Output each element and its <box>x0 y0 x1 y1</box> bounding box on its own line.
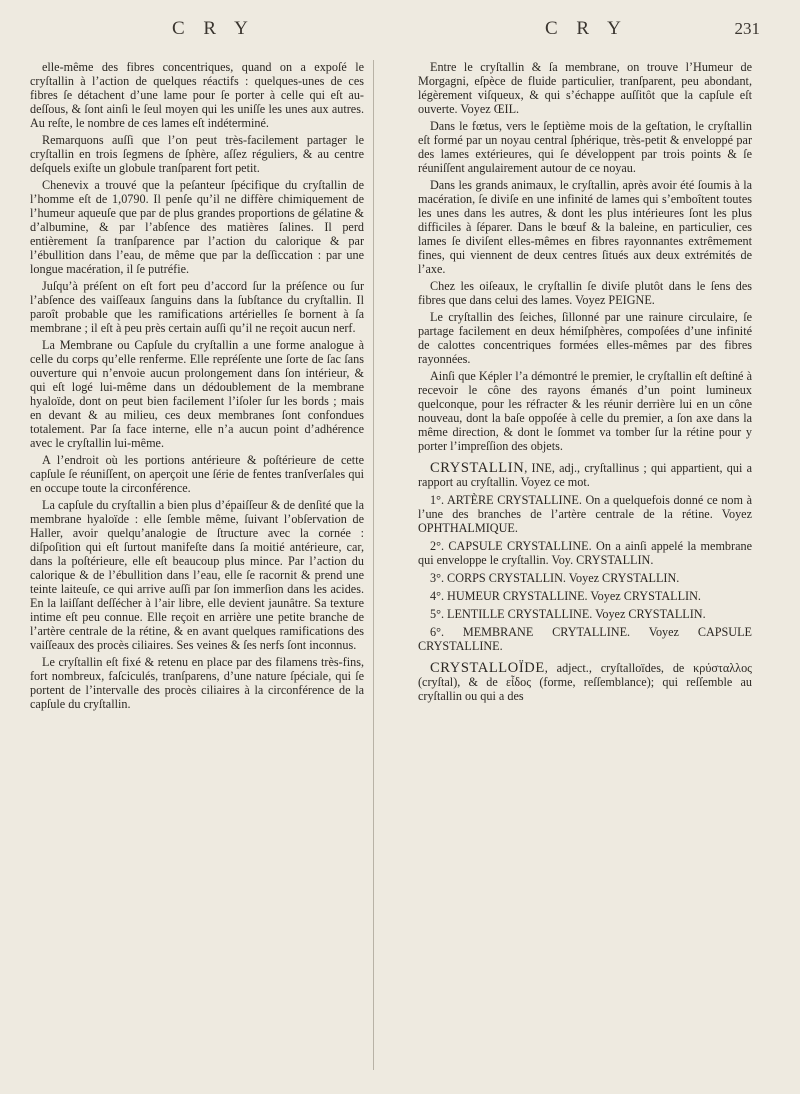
running-head-right: C R Y <box>545 18 628 39</box>
paragraph: Remarquons auſſi que l’on peut très-facilement partager le cryſtallin en trois ſegmens de ſphère, aſſez réguliers, & au centre deſquels exiſte un globule tranſparent fort petit. <box>30 133 364 175</box>
paragraph: Chenevix a trouvé que la peſanteur ſpécifique du cryſtallin de l’homme eſt de 1,0790. Il penſe qu’il ne diffère chimiquement de l’humeur aqueuſe que par de plus grandes proportions de gélatine & d’albumine, & par l’abſence des matières ſalines. Il perd entièrement ſa tranſparence par l’action du calorique & par l’ébullition dans l’eau, de même que par la deſſiccation : par une longue macération, il ſe putréfie. <box>30 178 364 276</box>
paragraph: Chez les oiſeaux, le cryſtallin ſe diviſe plutôt dans le ſens des fibres que dans celui des lames. Voyez PEIGNE. <box>418 279 752 307</box>
entry-crystalloide <box>418 661 752 703</box>
paragraph: Le cryſtallin des ſeiches, ſillonné par une rainure circulaire, ſe partage facilement en deux hémiſphères, compoſées d’une infinité de calottes concentriques formées elles-mêmes par des fibres rayonnées. <box>418 310 752 366</box>
sub-entry: 3°. CORPS CRYSTALLIN. Voyez CRYSTALLIN. <box>430 571 680 585</box>
sub-entry: 2°. CAPSULE CRYSTALLINE. On a ainſi appelé la membrane qui enveloppe le cryſtallin. Voy. CRYSTALLIN. <box>418 539 752 567</box>
paragraph: La Membrane ou Capſule du cryſtallin a une forme analogue à celle du corps qu’elle renferme. Elle repréſente une ſorte de ſac ſans ouverture qui n’envoie aucun prolongement dans ſon intérieur, & qui eſt logé lui-même dans un dédoublement de la membrane hyaloïde, dont on peut bien facilement l’iſoler ſur les bords ; mais en devant & au milieu, ces deux membranes ſont confondues totalement. Par ſa face interne, elle n’a aucun point d’adhérence avec le cryſtallin lui-même. <box>30 338 364 450</box>
entry-headword: CRYSTALLIN <box>430 460 525 476</box>
paragraph: Ainſi que Képler l’a démontré le premier, le cryſtallin eſt deſtiné à recevoir le cône des rayons émanés d’un point lumineux quelconque, pour les réfracter & les réunir derrière lui en un cône nouveau, dont la baſe oppoſée à celle du premier, a ſon axe dans la même direction, & dont le ſommet va tomber ſur la rétine pour y porter l’impreſſion des objets. <box>418 369 752 453</box>
paragraph: Le cryſtallin eſt fixé & retenu en place par des filamens très-fins, fort nombreux, faſciculés, tranſparens, d’une nature ſpéciale, qui ſe portent de l’intervalle des procès ciliaires à la circonférence de la capſule du cryſtallin. <box>30 655 364 711</box>
running-head-left: C R Y <box>172 18 255 39</box>
right-column <box>418 60 752 706</box>
entry-definition: , adject., cryſtalloïdes, de κρύσταλλος (cryſtal), & de εἶδος (forme, reſſemblance); qui reſſemble au cryſtallin ou qui a des <box>418 661 752 703</box>
sub-entry: 5°. LENTILLE CRYSTALLINE. Voyez CRYSTALLIN. <box>430 607 706 621</box>
paragraph: La capſule du cryſtallin a bien plus d’épaiſſeur & de denſité que la membrane hyaloïde : elle ſemble même, ſuivant l’obſervation de Haller, avoir quelqu’analogie de ſtructure avec la cornée : diſpoſition qui eſt ſurtout manifeſte dans ſa moitié antérieure, car, dans la poſtérieure, elle eſt beaucoup plus mince. Par l’action du calorique & de l’ébullition dans l’eau, elle ſe racornit & prend une teinte laiteuſe, ce qui arrive auſſi par ſon immerſion dans les acides. En la laiſſant deſſécher à l’air libre, elle devient jaunâtre. Sa texture intime eſt peu connue. Elle reçoit en arrière une petite branche de l’artère centrale de la rétine, & en avant quelques ramifications des vaiſſeaux des procès ciliaires. Ses veines & ſes nerfs ſont inconnus. <box>30 498 364 652</box>
sub-entry: 6°. MEMBRANE CRYTALLINE. Voyez CAPSULE CRYSTALLINE. <box>418 625 752 653</box>
entry-definition: , INE, adj., cryſtallinus ; qui appartient, qui a rapport au cryſtallin. Voyez ce mot. <box>418 461 752 489</box>
page-number: 231 <box>734 19 760 38</box>
paragraph: Entre le cryſtallin & ſa membrane, on trouve l’Humeur de Morgagni, eſpèce de fluide particulier, tranſparent, peu abondant, légèrement viſqueux, & qui s’échappe auſſitôt que la capſule eſt ouverte. Voyez ŒIL. <box>418 60 752 116</box>
entry-crystallin <box>418 461 752 489</box>
left-column <box>30 60 364 714</box>
paragraph: Dans le fœtus, vers le ſeptième mois de la geſtation, le cryſtallin eſt formé par un noyau central ſphérique, très-petit & enveloppé par des lames extérieures, qui ſe développent par trois points & ſe réuniſſent angulairement autour de ce noyau. <box>418 119 752 175</box>
column-divider <box>373 60 374 1070</box>
sub-entry: 4°. HUMEUR CRYSTALLINE. Voyez CRYSTALLIN. <box>430 589 701 603</box>
paragraph: Dans les grands animaux, le cryſtallin, après avoir été ſoumis à la macération, ſe diviſe en une infinité de lames qui s’emboîtent toutes les unes dans les autres, & dont les plus intérieures ſont les plus difficiles à ſéparer. Dans le bœuf & la baleine, en particulier, ces lames ſe diviſent elles-mêmes en fibres rayonnantes extrêmement fines, qui viennent de deux centres ſitués aux deux extrémités de l’axe. <box>418 178 752 276</box>
paragraph: A l’endroit où les portions antérieure & poſtérieure de cette capſule ſe réuniſſent, on aperçoit une ſérie de fentes tranſverſales qui en occupe toute la circonférence. <box>30 453 364 495</box>
sub-entry: 1°. ARTÈRE CRYSTALLINE. On a quelquefois donné ce nom à l’une des branches de l’artère centrale de la rétine. Voyez OPHTHALMIQUE. <box>418 493 752 535</box>
paragraph: Juſqu’à préſent on eſt fort peu d’accord ſur la préſence ou ſur l’abſence des vaiſſeaux ſanguins dans la ſubſtance du cryſtallin. Il paroît probable que les ramifications artérielles ſe bornent à ſa membrane ; il eſt à peu près certain auſſi qu’il ne reçoit aucun nerf. <box>30 279 364 335</box>
paragraph: elle-même des fibres concentriques, quand on a expoſé le cryſtallin à l’action de quelques réactifs : quelques-unes de ces fibres ſe détachent d’une lame pour ſe porter à celle qui eſt au-deſſous, & ſont ainſi le ſeul moyen qui les uniſſe les unes aux autres. Au reſte, le nombre de ces lames eſt indéterminé. <box>30 60 364 130</box>
entry-headword: CRYSTALLOÏDE <box>430 660 545 676</box>
